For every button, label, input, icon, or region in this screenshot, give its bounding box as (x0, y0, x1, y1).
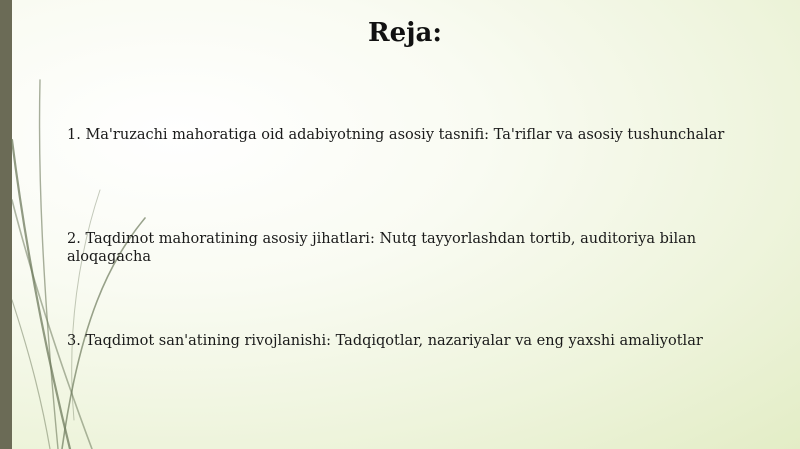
plan-item-1: 1. Ma'ruzachi mahoratiga oid adabiyotning asosiy tasnifi: Ta'riflar va asosiy tushunchalar (67, 127, 725, 143)
slide-title: Reja: (367, 18, 442, 48)
plan-item-2: 2. Taqdimot mahoratining asosiy jihatlari: Nutq tayyorlashdan tortib, auditoriya bilan aloqagacha (67, 231, 697, 265)
plan-item-3: 3. Taqdimot san'atining rivojlanishi: Tadqiqotlar, nazariyalar va eng yaxshi amaliyotlar (67, 333, 703, 349)
